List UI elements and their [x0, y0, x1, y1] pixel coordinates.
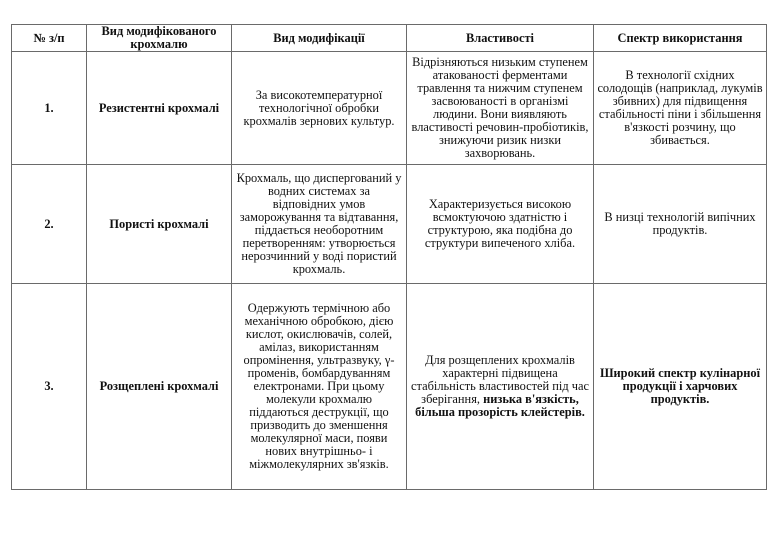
- table-row: [12, 284, 767, 490]
- row-properties: Характеризується високою всмоктуючою здатністю і структурою, яка подібна до структури випеченого хліба.: [407, 165, 594, 284]
- table-row: [12, 52, 767, 165]
- row-properties: [407, 284, 594, 490]
- header-starch-type: Вид модифікованого крохмалю: [87, 25, 232, 52]
- row-usage: В низці технологій випічних продуктів.: [594, 165, 767, 284]
- header-usage: Спектр використання: [594, 25, 767, 52]
- starch-modification-table: [11, 24, 767, 490]
- table-row: [12, 165, 767, 284]
- header-properties: Властивості: [407, 25, 594, 52]
- row-starch-type: Розщеплені крохмалі: [87, 284, 232, 490]
- row-starch-type: Резистентні крохмалі: [87, 52, 232, 165]
- properties-bold-text: низька в'язкість, більша прозорість клейстерів.: [415, 392, 585, 419]
- row-modification: За високотемпературної технологічної обробки крохмалів зернових культур.: [232, 52, 407, 165]
- row-starch-type: Пористі крохмалі: [87, 165, 232, 284]
- row-properties: Відрізняються низьким ступенем атакованості ферментами травлення та нижчим ступенем засвоюваності в організмі людини. Вони виявляють властивості речовин-пробіотиків, знижуючи ризик низки захворювань.: [407, 52, 594, 165]
- row-usage: В технології східних солодощів (наприклад, лукумів збивних) для підвищення стабільності піни і збільшення в'язкості розчину, що збивається.: [594, 52, 767, 165]
- row-num: 2.: [12, 165, 87, 284]
- table-header-row: [12, 25, 767, 52]
- header-num: № з/п: [12, 25, 87, 52]
- properties-plain-text: Для розщеплених крохмалів характерні підвищена стабільність властивостей під час зберігання,: [411, 353, 589, 406]
- row-num: 3.: [12, 284, 87, 490]
- row-usage: Широкий спектр кулінарної продукції і харчових продуктів.: [594, 284, 767, 490]
- row-modification: Крохмаль, що диспергований у водних системах за відповідних умов заморожування та відтавання, піддається необоротним перетворенням: утворюється нерозчинний у воді пористий крохмаль.: [232, 165, 407, 284]
- header-modification: Вид модифікації: [232, 25, 407, 52]
- row-num: 1.: [12, 52, 87, 165]
- row-modification: Одержують термічною або механічною обробкою, дією кислот, окислювачів, солей, амілаз, використанням опромінення, ультразвуку, γ-променів, бомбардуванням електронами. При цьому молекули крохмалю піддаються деструкції, що призводить до зменшення молекулярної маси, появи нових внутрішньо- і міжмолекулярних зв'язків.: [232, 284, 407, 490]
